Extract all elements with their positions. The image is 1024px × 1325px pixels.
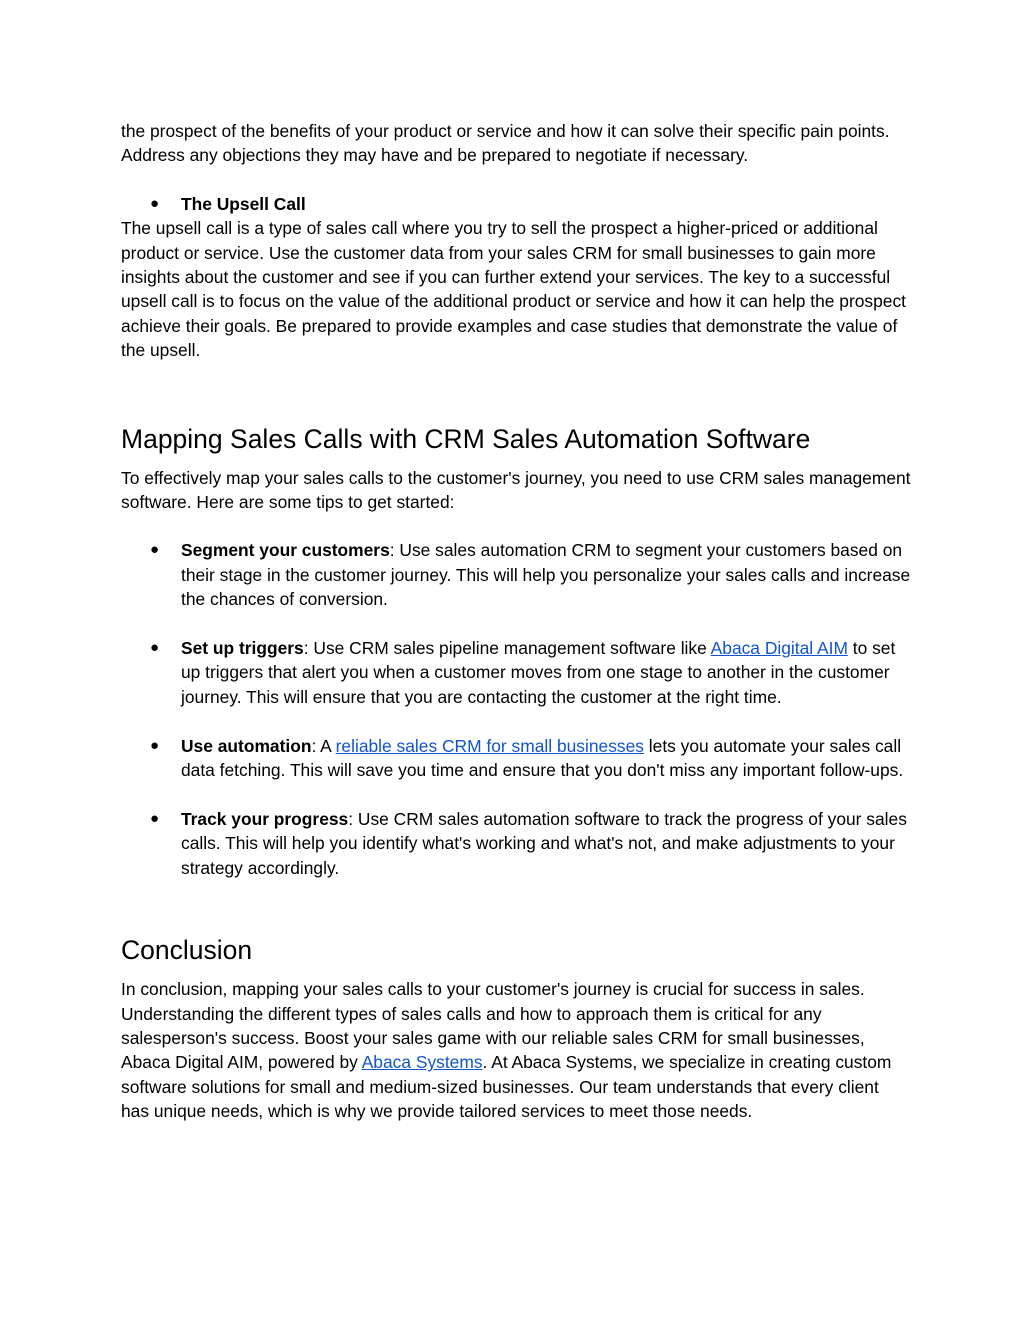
tip-text-continued: lets you automate your sales call data fetching. This will save you time and ensure that you don't miss any important follow-ups. bbox=[181, 735, 904, 781]
tip-text: : Use CRM sales automation software to track the progress of your sales calls. This will help you identify what's working and what's not, and make adjustments to your strategy accordingly. bbox=[181, 808, 907, 878]
conclusion-paragraph bbox=[121, 977, 911, 1123]
list-item bbox=[121, 636, 911, 709]
list-item bbox=[121, 807, 911, 880]
upsell-paragraph: The upsell call is a type of sales call where you try to sell the prospect a higher-priced or additional product or service. Use the customer data from your sales CRM for small businesses to gain more insights about the customer and see if you can further extend your services. The key to a successful upsell call is to focus on the value of the additional product or service and how it can help the prospect achieve their goals. Be prepared to provide examples and case studies that demonstrate the value of the upsell. bbox=[121, 218, 906, 361]
intro-paragraph: the prospect of the benefits of your product or service and how it can solve their specific pain points. Address any objections they may have and be prepared to negotiate if necessary. bbox=[121, 121, 890, 166]
list-item bbox=[121, 538, 911, 611]
conclusion-text-continued: . At Abaca Systems, we specialize in creating custom software solutions for small and medium-sized businesses. Our team understands that every client has unique needs, which is why we provide tailored services to meet those needs. bbox=[121, 1052, 892, 1122]
tip-text: : Use CRM sales pipeline management software like bbox=[303, 638, 711, 659]
tips-list bbox=[121, 538, 911, 880]
mapping-heading: Mapping Sales Calls with CRM Sales Automation Software bbox=[121, 423, 811, 454]
list-item bbox=[121, 734, 911, 783]
mapping-intro: To effectively map your sales calls to the customer's journey, you need to use CRM sales management software. Here are some tips to get started: bbox=[121, 467, 911, 513]
conclusion-heading: Conclusion bbox=[121, 935, 253, 966]
tip-title: Use automation bbox=[181, 735, 312, 756]
tip-title: Track your progress bbox=[181, 808, 349, 829]
tip-title: Segment your customers bbox=[181, 540, 390, 561]
bullet-icon: ● bbox=[150, 809, 160, 827]
conclusion-text: In conclusion, mapping your sales calls to your customer's journey is crucial for success in sales. Understanding the different types of sales calls and how to approach them is critical for any salesperson's success. Boost your sales game with our reliable sales CRM for small businesses, Abaca Digital AIM, powered by bbox=[121, 979, 865, 1073]
tip-text-continued: to set up triggers that alert you when a customer moves from one stage to another in the customer journey. This will ensure that you are contacting the customer at the right time. bbox=[181, 638, 896, 707]
abaca-digital-aim-link[interactable]: Abaca Digital AIM bbox=[710, 638, 848, 659]
bullet-icon: ● bbox=[150, 541, 160, 559]
upsell-title: The Upsell Call bbox=[181, 193, 306, 214]
reliable-sales-crm-link[interactable]: reliable sales CRM for small businesses bbox=[335, 735, 644, 756]
abaca-systems-link[interactable]: Abaca Systems bbox=[361, 1052, 483, 1073]
tip-text: : Use sales automation CRM to segment your customers based on their stage in the customer journey. This will help you personalize your sales calls and increase the chances of conversion. bbox=[181, 540, 911, 610]
bullet-icon: ● bbox=[150, 194, 160, 212]
bullet-icon: ● bbox=[150, 736, 160, 754]
tip-title: Set up triggers bbox=[181, 638, 304, 659]
bullet-icon: ● bbox=[150, 639, 160, 657]
document-page bbox=[121, 119, 911, 1124]
upsell-bullet bbox=[121, 192, 911, 216]
tip-text: : A bbox=[311, 735, 336, 756]
